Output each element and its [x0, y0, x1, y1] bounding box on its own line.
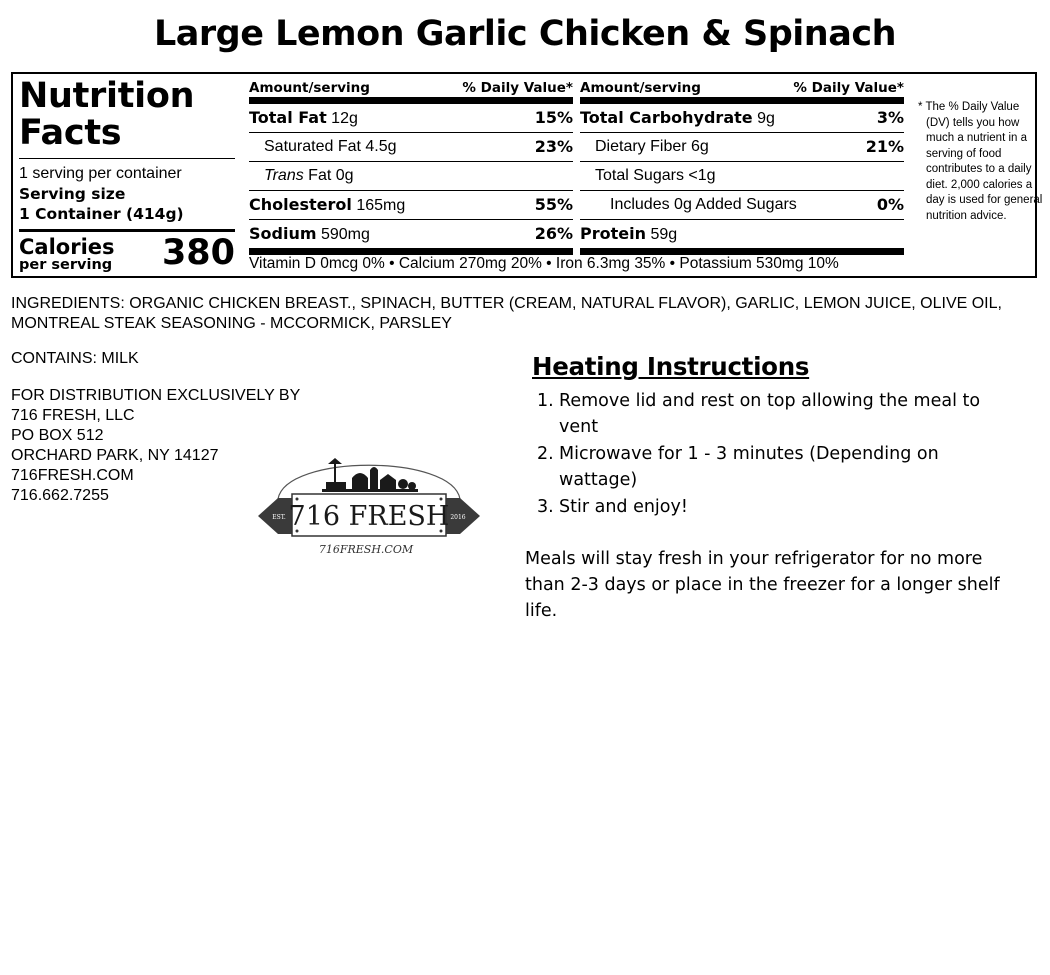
cholesterol-amount: 165mg — [356, 197, 406, 214]
amount-header: Amount/serving — [580, 80, 701, 96]
total-carb-amount: 9g — [757, 110, 775, 127]
heating-steps — [537, 388, 997, 521]
cholesterol-dv: 55% — [534, 195, 573, 214]
sugars-row — [580, 161, 904, 190]
saturated-fat-dv: 23% — [534, 137, 573, 156]
heating-step — [537, 388, 997, 440]
vitamins-line: Vitamin D 0mcg 0% • Calcium 270mg 20% • Iron 6.3mg 35% • Potassium 530mg 10% — [249, 255, 839, 272]
total-fat-label: Total Fat — [249, 108, 327, 127]
storage-note: Meals will stay fresh in your refrigerator for no more than 2-3 days or place in the freezer for a longer shelf life. — [525, 549, 1000, 621]
nutrients-column-1 — [249, 80, 573, 255]
column-header — [580, 80, 904, 97]
amount-header: Amount/serving — [249, 80, 370, 96]
allergen-contains: CONTAINS: MILK — [11, 350, 139, 367]
sodium-dv: 26% — [534, 224, 573, 243]
calories-label: Calories — [19, 235, 115, 259]
calories-per-serving: per serving — [19, 257, 113, 273]
cholesterol-row — [249, 190, 573, 219]
total-carb-row — [580, 97, 904, 132]
distribution-phone: 716.662.7255 — [11, 487, 109, 504]
serving-size-label: Serving size — [19, 185, 126, 203]
sodium-amount: 590mg — [320, 226, 370, 243]
logo-name: 716 FRESH — [288, 501, 450, 532]
servings-per-container: 1 serving per container — [19, 165, 182, 182]
trans-fat-rest: Fat 0g — [308, 167, 354, 184]
product-title: Large Lemon Garlic Chicken & Spinach — [153, 14, 897, 54]
heading-line2: Facts — [19, 113, 122, 153]
fiber-row — [580, 132, 904, 161]
trans-fat-row — [249, 161, 573, 190]
step-number: 3. — [537, 497, 554, 517]
716-fresh-logo — [256, 444, 482, 562]
step-text: Remove lid and rest on top allowing the meal to vent — [559, 391, 981, 437]
saturated-fat-label: Saturated Fat 4.5g — [264, 138, 397, 155]
protein-label: Protein — [580, 224, 646, 243]
fiber-label: Dietary Fiber 6g — [595, 138, 709, 155]
cholesterol-label: Cholesterol — [249, 195, 352, 214]
distribution-pobox: PO BOX 512 — [11, 427, 104, 444]
dv-header: % Daily Value* — [793, 80, 904, 96]
sugars-label: Total Sugars <1g — [595, 167, 716, 184]
distribution-city: ORCHARD PARK, NY 14127 — [11, 447, 219, 464]
distribution-company: 716 FRESH, LLC — [11, 407, 135, 424]
logo-est: EST. — [272, 514, 286, 521]
serving-size-value: 1 Container (414g) — [19, 205, 184, 223]
nutrition-facts-panel — [11, 72, 1043, 278]
heating-instructions-title: Heating Instructions — [532, 352, 810, 381]
added-sugars-row — [580, 190, 904, 219]
protein-amount: 59g — [650, 226, 678, 243]
fiber-dv: 21% — [865, 137, 904, 156]
total-carb-dv: 3% — [876, 108, 904, 127]
total-fat-row — [249, 97, 573, 132]
sodium-label: Sodium — [249, 224, 317, 243]
calories-value: 380 — [161, 233, 235, 273]
total-carb-label: Total Carbohydrate — [580, 108, 753, 127]
nutrition-summary — [19, 78, 235, 276]
logo-url: 716FRESH.COM — [318, 543, 414, 556]
step-text: Microwave for 1 - 3 minutes (Depending on wattage) — [559, 444, 939, 490]
column-header — [249, 80, 573, 97]
nutrition-heading — [19, 78, 235, 152]
distribution-line1: FOR DISTRIBUTION EXCLUSIVELY BY — [11, 387, 301, 404]
step-number: 2. — [537, 444, 554, 464]
nutrients-column-2 — [580, 80, 904, 255]
heading-line1: Nutrition — [19, 76, 195, 116]
trans-fat-italic: Trans — [264, 167, 304, 184]
distribution-website: 716FRESH.COM — [11, 467, 134, 484]
added-sugars-label: Includes 0g Added Sugars — [610, 196, 797, 213]
heating-step — [537, 441, 997, 493]
added-sugars-dv: 0% — [876, 195, 904, 214]
logo-year: 2016 — [450, 514, 466, 521]
ingredients: INGREDIENTS: ORGANIC CHICKEN BREAST., SPINACH, BUTTER (CREAM, NATURAL FLAVOR), GARLIC, LEMON JUICE, OLIVE OIL, MONTREAL STEAK SEASONING - MCCORMICK, PARSLEY — [11, 295, 1002, 332]
step-text: Stir and enjoy! — [559, 497, 688, 517]
saturated-fat-row — [249, 132, 573, 161]
dv-header: % Daily Value* — [462, 80, 573, 96]
total-fat-dv: 15% — [534, 108, 573, 127]
step-number: 1. — [537, 391, 554, 411]
sodium-row — [249, 219, 573, 248]
protein-row — [580, 219, 904, 248]
heating-step — [537, 494, 997, 520]
daily-value-footnote: * The % Daily Value (DV) tells you how much a nutrient in a serving of food contributes to a daily diet. 2,000 calories a day is used for general nutrition advice. — [918, 101, 1043, 222]
total-fat-amount: 12g — [331, 110, 358, 127]
calories-row — [19, 232, 235, 276]
